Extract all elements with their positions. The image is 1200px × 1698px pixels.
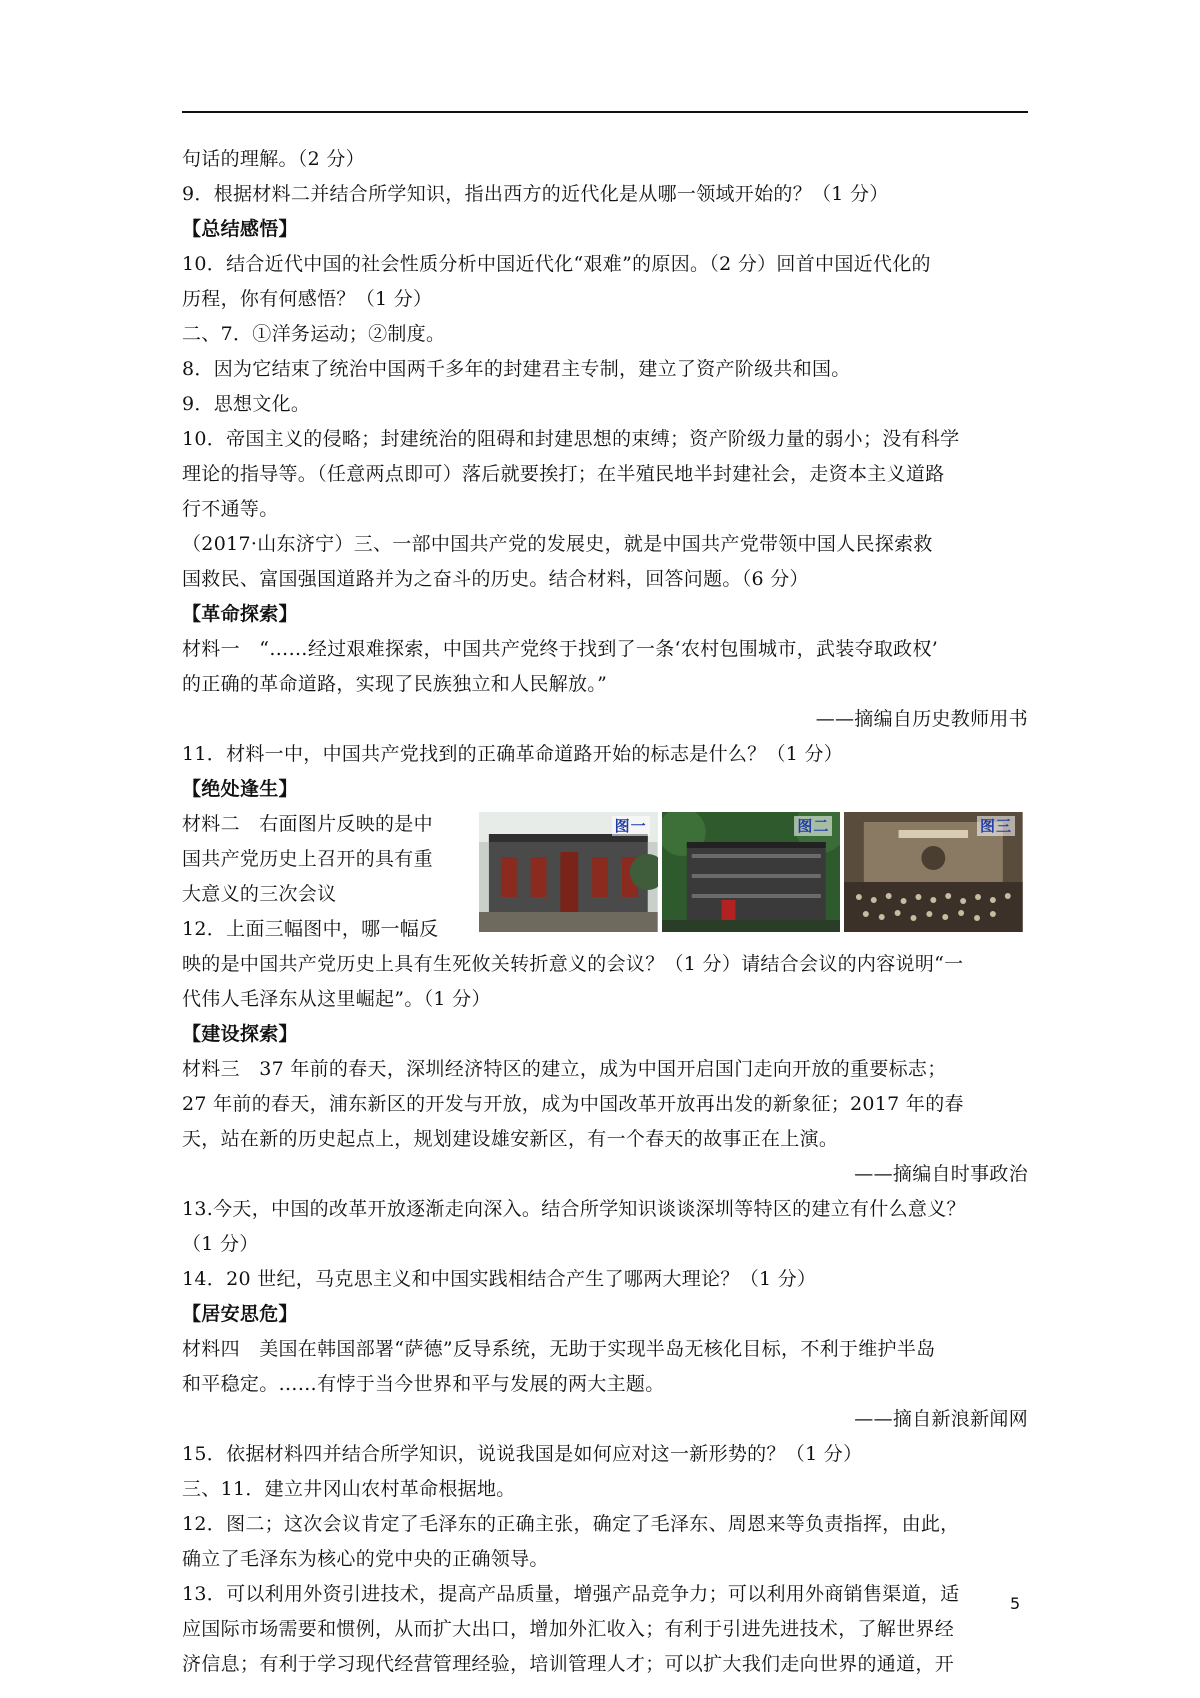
text-line: （1 分） [182,1233,259,1255]
section-heading-summary: 【总结感悟】 [182,218,298,240]
header-rule [182,111,1028,113]
text-line: 国共产党历史上召开的具有重 [182,848,433,870]
text-line: 历程，你有何感悟？（1 分） [182,288,433,310]
text-line: 句话的理解。（2 分） [182,148,365,170]
text-line: 代伟人毛泽东从这里崛起”。（1 分） [182,988,491,1010]
source-citation: ——摘编自时事政治 [854,1163,1028,1185]
answer-8: 8．因为它结束了统治中国两千多年的封建君主专制，建立了资产阶级共和国。 [182,358,851,380]
photo-three [844,812,1023,932]
text-line: 确立了毛泽东为核心的党中央的正确领导。 [182,1548,549,1570]
text-line: 天，站在新的历史起点上，规划建设雄安新区，有一个春天的故事正在上演。 [182,1128,839,1150]
source-citation: ——摘自新浪新闻网 [854,1408,1028,1430]
text-line: 理论的指导等。（任意两点即可）落后就要挨打；在半殖民地半封建社会，走资本主义道路 [182,463,945,485]
document-body [182,142,1028,1682]
section-heading-survival: 【绝处逢生】 [182,778,298,800]
answer-10: 10．帝国主义的侵略；封建统治的阻碍和封建思想的束缚；资产阶级力量的弱小；没有科学 [182,428,960,450]
photo-two-label: 图二 [794,816,832,836]
material-two-text [182,807,472,947]
answer-12: 12．图二；这次会议肯定了毛泽东的正确主张，确定了毛泽东、周恩来等负责指挥，由此， [182,1513,960,1535]
text-line: 国救民、富国强国道路并为之奋斗的历史。结合材料，回答问题。（6 分） [182,568,809,590]
photo-one-label: 图一 [612,816,650,836]
question-10: 10．结合近代中国的社会性质分析中国近代化“艰难”的原因。（2 分）回首中国近代化的 [182,253,931,275]
answer-13: 13．可以利用外资引进技术，提高产品质量，增强产品竞争力；可以利用外商销售渠道，适 [182,1583,960,1605]
answer-9: 9．思想文化。 [182,393,311,415]
source-citation: ——摘编自历史教师用书 [815,708,1028,730]
photo-two [662,812,841,932]
page-number: 5 [1010,1594,1021,1613]
section-heading-vigilance: 【居安思危】 [182,1303,298,1325]
question-9: 9．根据材料二并结合所学知识，指出西方的近代化是从哪一领域开始的？（1 分） [182,183,889,205]
material-one: 材料一 “……经过艰难探索，中国共产党终于找到了一条‘农村包围城市，武装夺取政权’ [182,638,939,660]
photo-three-label: 图三 [977,816,1015,836]
meeting-photos [479,812,1023,932]
question-11: 11．材料一中，中国共产党找到的正确革命道路开始的标志是什么？（1 分） [182,743,844,765]
question-12: 12．上面三幅图中，哪一幅反 [182,918,439,940]
material-two: 材料二 右面图片反映的是中 [182,813,433,835]
answer-7: 二、7．①洋务运动；②制度。 [182,323,446,345]
section-heading-revolution: 【革命探索】 [182,603,298,625]
question-14: 14．20 世纪，马克思主义和中国实践相结合产生了哪两大理论？（1 分） [182,1268,817,1290]
text-line: 济信息；有利于学习现代经营管理经验，培训管理人才；可以扩大我们走向世界的通道，开 [182,1653,955,1675]
text-line: 应国际市场需要和惯例，从而扩大出口，增加外汇收入；有利于引进先进技术，了解世界经 [182,1618,955,1640]
material-two-block [182,807,1028,947]
text-line: 的正确的革命道路，实现了民族独立和人民解放。” [182,673,608,695]
text-line: 大意义的三次会议 [182,883,337,905]
photo-one [479,812,658,932]
question-13: 13.今天，中国的改革开放逐渐走向深入。结合所学知识谈谈深圳等特区的建立有什么意义？ [182,1198,966,1220]
text-line: 27 年前的春天，浦东新区的开发与开放，成为中国改革开放再出发的新象征；2017 年的春 [182,1093,964,1115]
material-four: 材料四 美国在韩国部署“萨德”反导系统，无助于实现半岛无核化目标，不利于维护半岛 [182,1338,936,1360]
part-three-intro: （2017·山东济宁）三、一部中国共产党的发展史，就是中国共产党带领中国人民探索救 [182,533,933,555]
text-line: 和平稳定。……有悖于当今世界和平与发展的两大主题。 [182,1373,665,1395]
text-line: 行不通等。 [182,498,279,520]
answer-11: 三、11．建立井冈山农村革命根据地。 [182,1478,516,1500]
material-three: 材料三 37 年前的春天，深圳经济特区的建立，成为中国开启国门走向开放的重要标志； [182,1058,947,1080]
text-line: 映的是中国共产党历史上具有生死攸关转折意义的会议？（1 分）请结合会议的内容说明“一 [182,953,964,975]
section-heading-construction: 【建设探索】 [182,1023,298,1045]
question-15: 15．依据材料四并结合所学知识，说说我国是如何应对这一新形势的？（1 分） [182,1443,863,1465]
